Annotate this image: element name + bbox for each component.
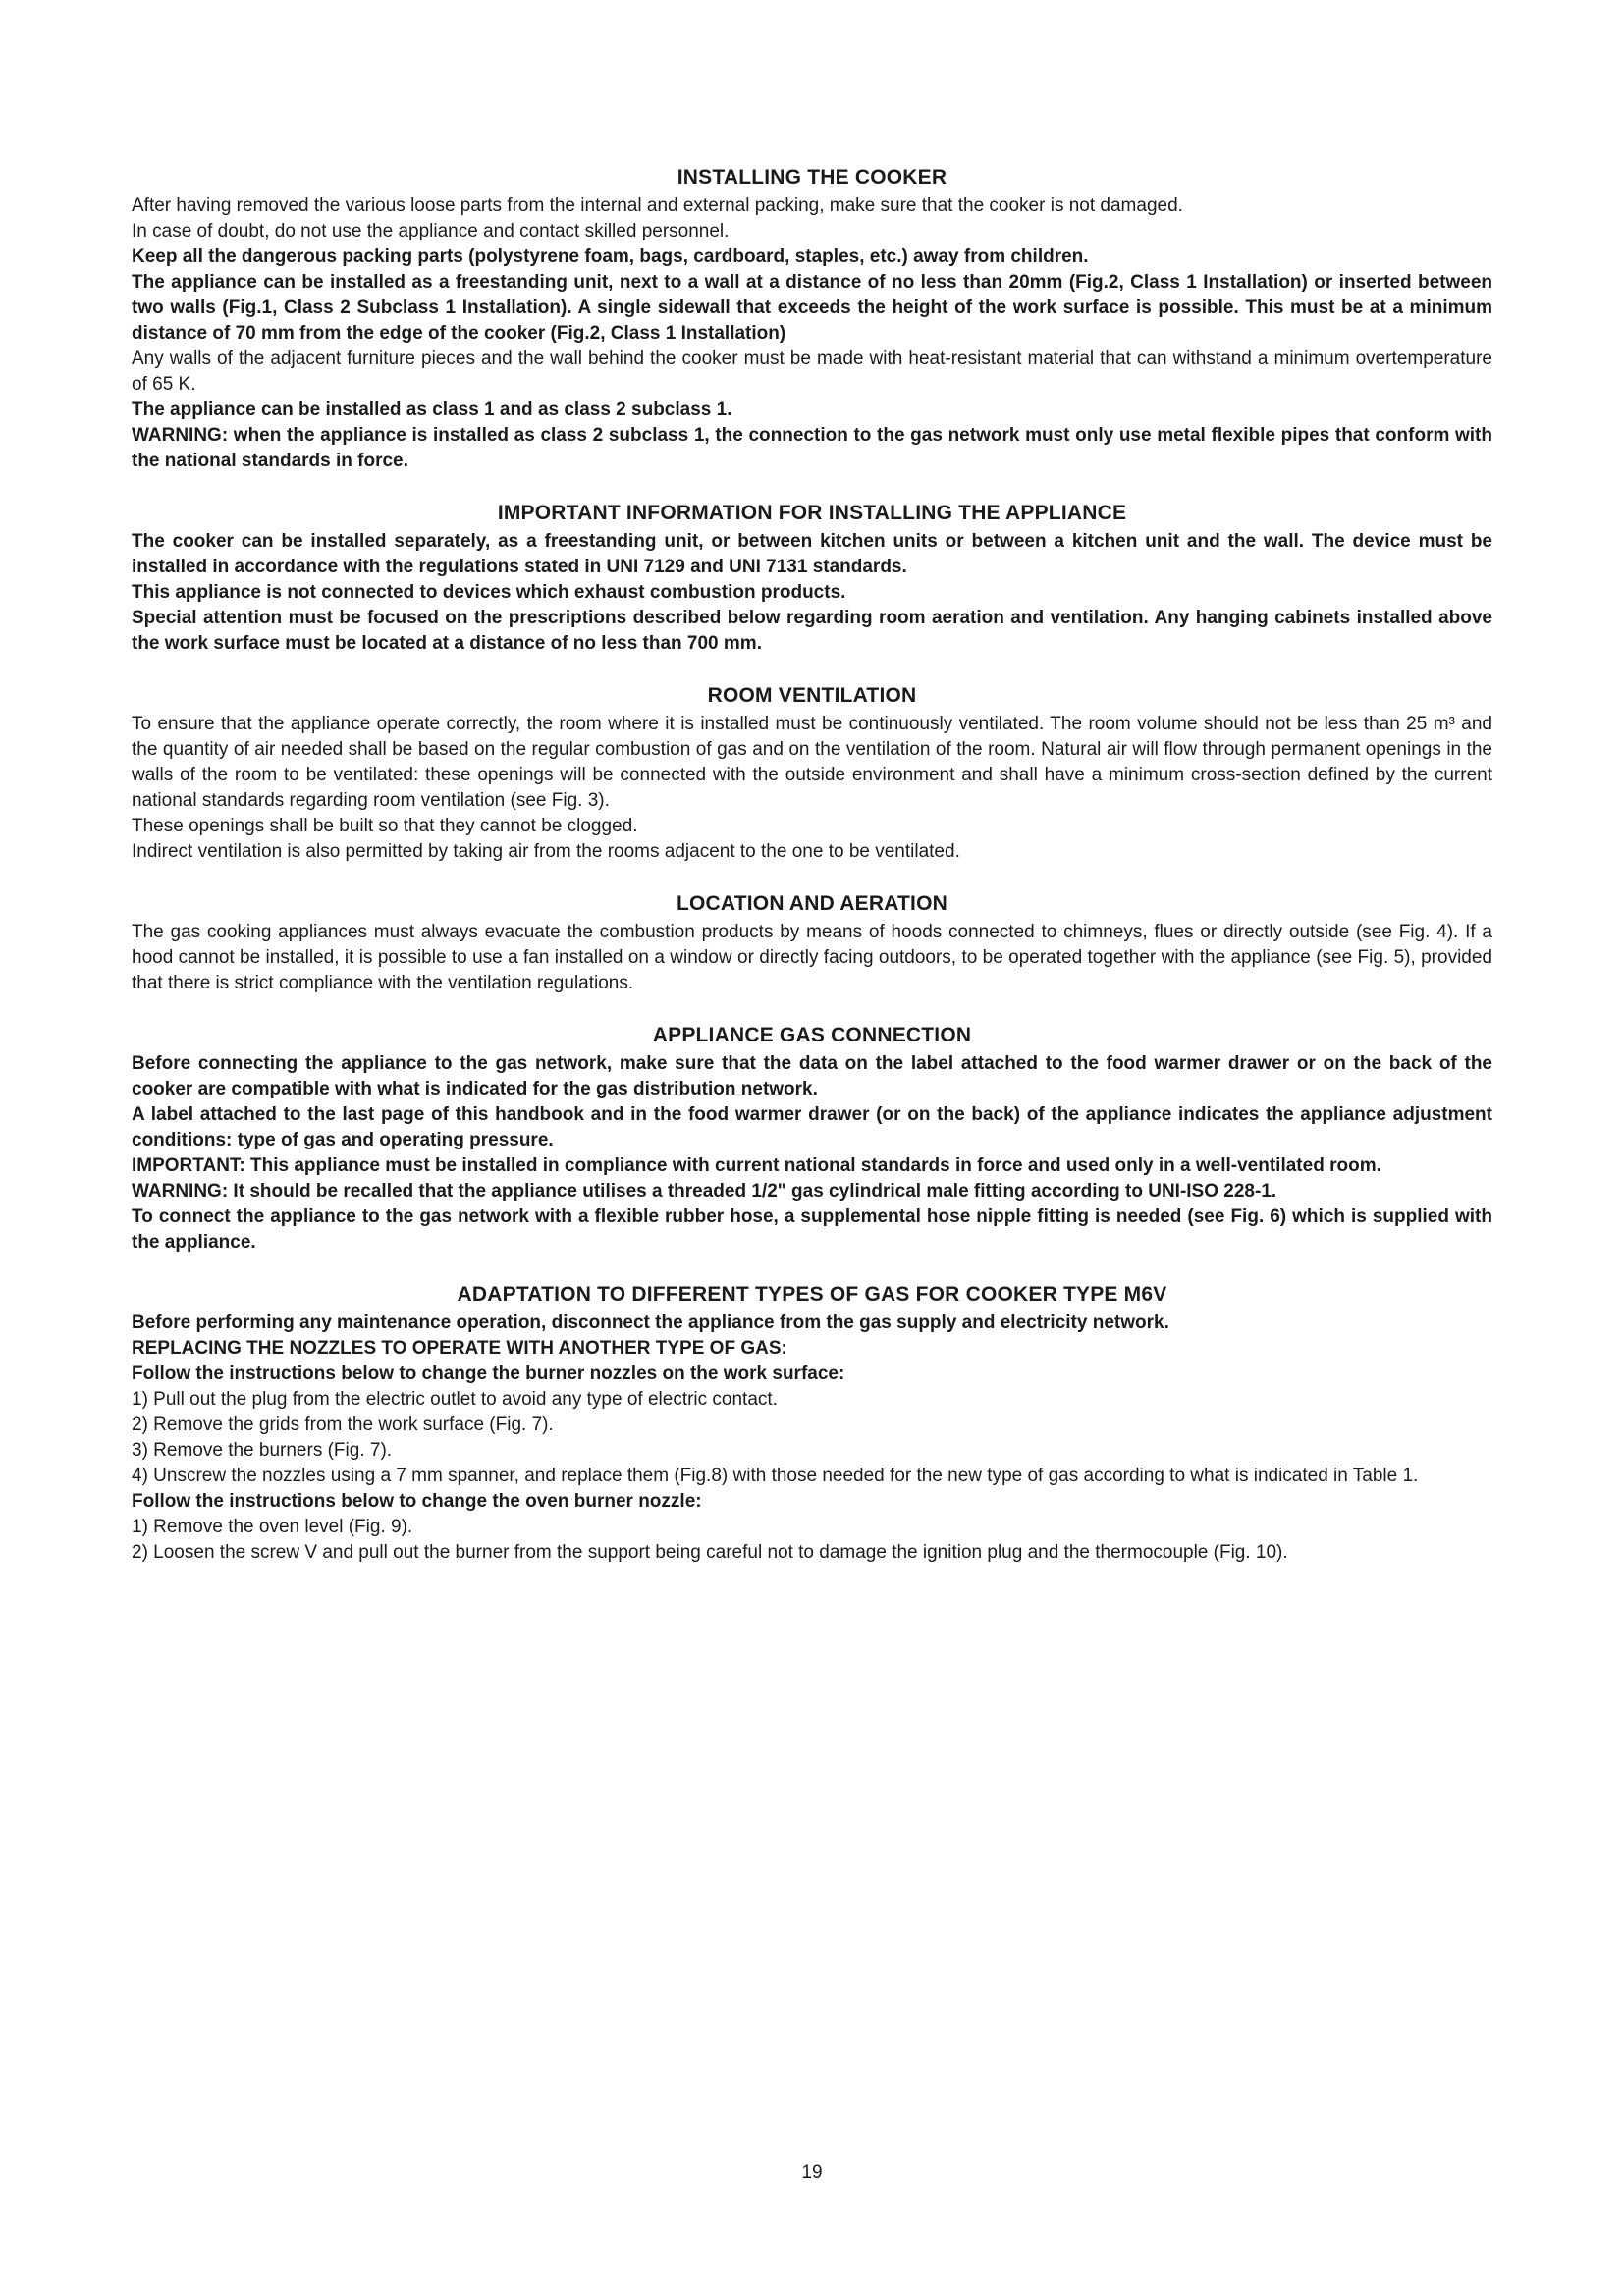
section-heading: ROOM VENTILATION — [707, 684, 917, 707]
paragraph: Follow the instructions below to change the burner nozzles on the work surface: — [132, 1363, 845, 1384]
instruction-step: 4) Unscrew the nozzles using a 7 mm spanner, and replace them (Fig.8) with those needed for the new type of gas according to what is indicated in Table 1. — [132, 1466, 1419, 1486]
paragraph: The cooker can be installed separately, as a freestanding unit, or between kitchen units or between a kitchen unit and the wall. The device must be installed in accordance with the regulations stated in UNI 7129 and UNI 7131 standards. — [132, 531, 1492, 577]
paragraph: This appliance is not connected to devices which exhaust combustion products. — [132, 582, 846, 603]
section-location-and-aeration — [132, 891, 1492, 996]
paragraph: A label attached to the last page of this handbook and in the food warmer drawer (or on the back) of the appliance indicates the appliance adjustment conditions: type of gas and operating pressure. — [132, 1104, 1492, 1150]
instruction-step: 2) Remove the grids from the work surface (Fig. 7). — [132, 1415, 554, 1435]
paragraph: Before performing any maintenance operation, disconnect the appliance from the gas supply and electricity network. — [132, 1312, 1169, 1333]
paragraph: To connect the appliance to the gas network with a flexible rubber hose, a supplemental hose nipple fitting is needed (see Fig. 6) which is supplied with the appliance. — [132, 1206, 1492, 1253]
section-heading: INSTALLING THE COOKER — [677, 166, 947, 188]
paragraph: Keep all the dangerous packing parts (polystyrene foam, bags, cardboard, staples, etc.) away from children. — [132, 246, 1089, 267]
paragraph: Indirect ventilation is also permitted by taking air from the rooms adjacent to the one to be ventilated. — [132, 841, 960, 862]
paragraph: Before connecting the appliance to the gas network, make sure that the data on the label attached to the food warmer drawer or on the back of the cooker are compatible with what is indicated for the gas distribution network. — [132, 1053, 1492, 1099]
paragraph: WARNING: when the appliance is installed as class 2 subclass 1, the connection to the gas network must only use metal flexible pipes that conform with the national standards in force. — [132, 425, 1492, 471]
instruction-step: 2) Loosen the screw V and pull out the burner from the support being careful not to damage the ignition plug and the thermocouple (Fig. 10). — [132, 1542, 1288, 1563]
section-installing-the-cooker — [132, 165, 1492, 474]
paragraph: To ensure that the appliance operate correctly, the room where it is installed must be continuously ventilated. The room volume should not be less than 25 m³ and the quantity of air needed shall be based on the regular combustion of gas and on the ventilation of the room. Natural air will flow through permanent openings in the walls of the room to be ventilated: these openings will be connected with the outside environment and shall have a minimum cross-section defined by the current national standards regarding room ventilation (see Fig. 3). — [132, 714, 1492, 811]
section-adaptation-to-gas-types — [132, 1282, 1492, 1566]
paragraph: The appliance can be installed as a freestanding unit, next to a wall at a distance of no less than 20mm (Fig.2, Class 1 Installation) or inserted between two walls (Fig.1, Class 2 Subclass 1 Installation). A single sidewall that exceeds the height of the work surface is possible. This must be at a minimum distance of 70 mm from the edge of the cooker (Fig.2, Class 1 Installation) — [132, 272, 1492, 344]
instruction-step: 1) Remove the oven level (Fig. 9). — [132, 1517, 413, 1537]
section-important-information — [132, 501, 1492, 657]
paragraph: These openings shall be built so that they cannot be clogged. — [132, 816, 638, 836]
page-number: 19 — [801, 2163, 823, 2183]
paragraph: After having removed the various loose parts from the internal and external packing, make sure that the cooker is not damaged. — [132, 195, 1183, 216]
section-room-ventilation — [132, 683, 1492, 865]
paragraph: Special attention must be focused on the prescriptions described below regarding room aeration and ventilation. Any hanging cabinets installed above the work surface must be located at a distance of no less than 700 mm. — [132, 608, 1492, 654]
paragraph: The appliance can be installed as class 1 and as class 2 subclass 1. — [132, 400, 732, 420]
paragraph: Any walls of the adjacent furniture pieces and the wall behind the cooker must be made with heat-resistant material that can withstand a minimum overtemperature of 65 K. — [132, 348, 1492, 395]
section-heading: IMPORTANT INFORMATION FOR INSTALLING THE APPLIANCE — [497, 502, 1127, 524]
instruction-step: 1) Pull out the plug from the electric outlet to avoid any type of electric contact. — [132, 1389, 778, 1410]
instruction-step: 3) Remove the burners (Fig. 7). — [132, 1440, 393, 1461]
paragraph: The gas cooking appliances must always evacuate the combustion products by means of hoods connected to chimneys, flues or directly outside (see Fig. 4). If a hood cannot be installed, it is possible to use a fan installed on a window or directly facing outdoors, to be operated together with the appliance (see Fig. 5), provided that there is strict compliance with the ventilation regulations. — [132, 922, 1492, 993]
section-appliance-gas-connection — [132, 1023, 1492, 1255]
paragraph: Follow the instructions below to change the oven burner nozzle: — [132, 1491, 702, 1512]
section-heading: LOCATION AND AERATION — [676, 892, 947, 915]
section-heading: ADAPTATION TO DIFFERENT TYPES OF GAS FOR COOKER TYPE M6V — [457, 1283, 1167, 1306]
paragraph: IMPORTANT: This appliance must be installed in compliance with current national standards in force and used only in a well-ventilated room. — [132, 1155, 1381, 1176]
paragraph: REPLACING THE NOZZLES TO OPERATE WITH ANOTHER TYPE OF GAS: — [132, 1338, 787, 1359]
paragraph: WARNING: It should be recalled that the appliance utilises a threaded 1/2" gas cylindrical male fitting according to UNI-ISO 228-1. — [132, 1181, 1277, 1201]
section-heading: APPLIANCE GAS CONNECTION — [652, 1024, 972, 1046]
paragraph: In case of doubt, do not use the appliance and contact skilled personnel. — [132, 221, 730, 241]
